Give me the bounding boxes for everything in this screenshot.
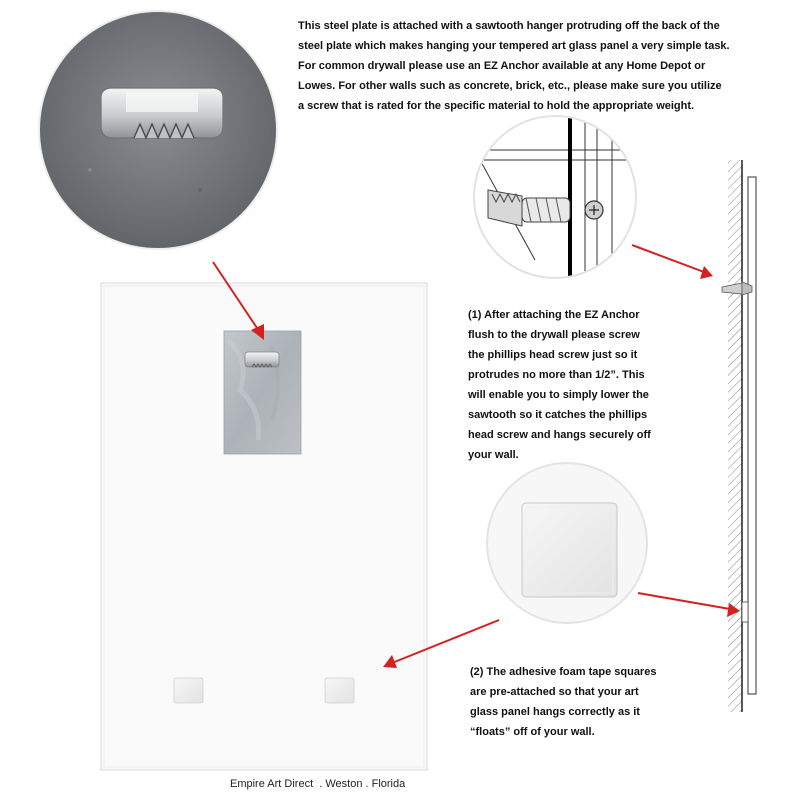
wall-anchor-small [722,282,752,295]
step1-line: the phillips head screw just so it [468,349,638,361]
step2-line: are pre-attached so that your art [470,686,639,698]
zoom-circle-foam [487,463,647,623]
step2-line: (2) The adhesive foam tape squares [470,666,657,678]
wall-profile [722,160,756,712]
step1-line: will enable you to simply lower the [468,389,649,401]
sawtooth-hanger-closeup [101,88,223,138]
step1-line: your wall. [468,449,519,461]
step1-line: head screw and hangs securely off [468,429,651,441]
step1-line: sawtooth so it catches the phillips [468,409,648,421]
step1-line: flush to the drywall please screw [468,329,640,341]
intro-line: This steel plate is attached with a sawtooth hanger protruding off the back of the [298,20,720,32]
steel-plate [224,331,301,454]
arrow-foam-wall [638,593,740,617]
intro-line: For common drywall please use an EZ Anchor available at any Home Depot or [298,60,706,72]
zoom-circle-hanger [38,10,278,250]
zoom-circle-anchor [474,110,640,290]
intro-line: Lowes. For other walls such as concrete, brick, etc., please make sure you utilize [298,80,722,92]
intro-line: steel plate which makes hanging your tempered art glass panel a very simple task. [298,40,730,52]
sawtooth-hanger-icon [245,352,279,367]
step1-line: protrudes no more than 1/2”. This [468,369,645,381]
arrow-anchor [632,245,713,279]
step1-line: (1) After attaching the EZ Anchor [468,309,640,321]
footer-credit: Empire Art Direct . Weston . Florida [230,778,406,790]
step2-line: glass panel hangs correctly as it [470,706,640,718]
foam-tape-closeup [522,503,617,597]
step2-line: “floats” off of your wall. [470,726,595,738]
intro-line: a screw that is rated for the specific material to hold the appropriate weight. [298,100,695,112]
